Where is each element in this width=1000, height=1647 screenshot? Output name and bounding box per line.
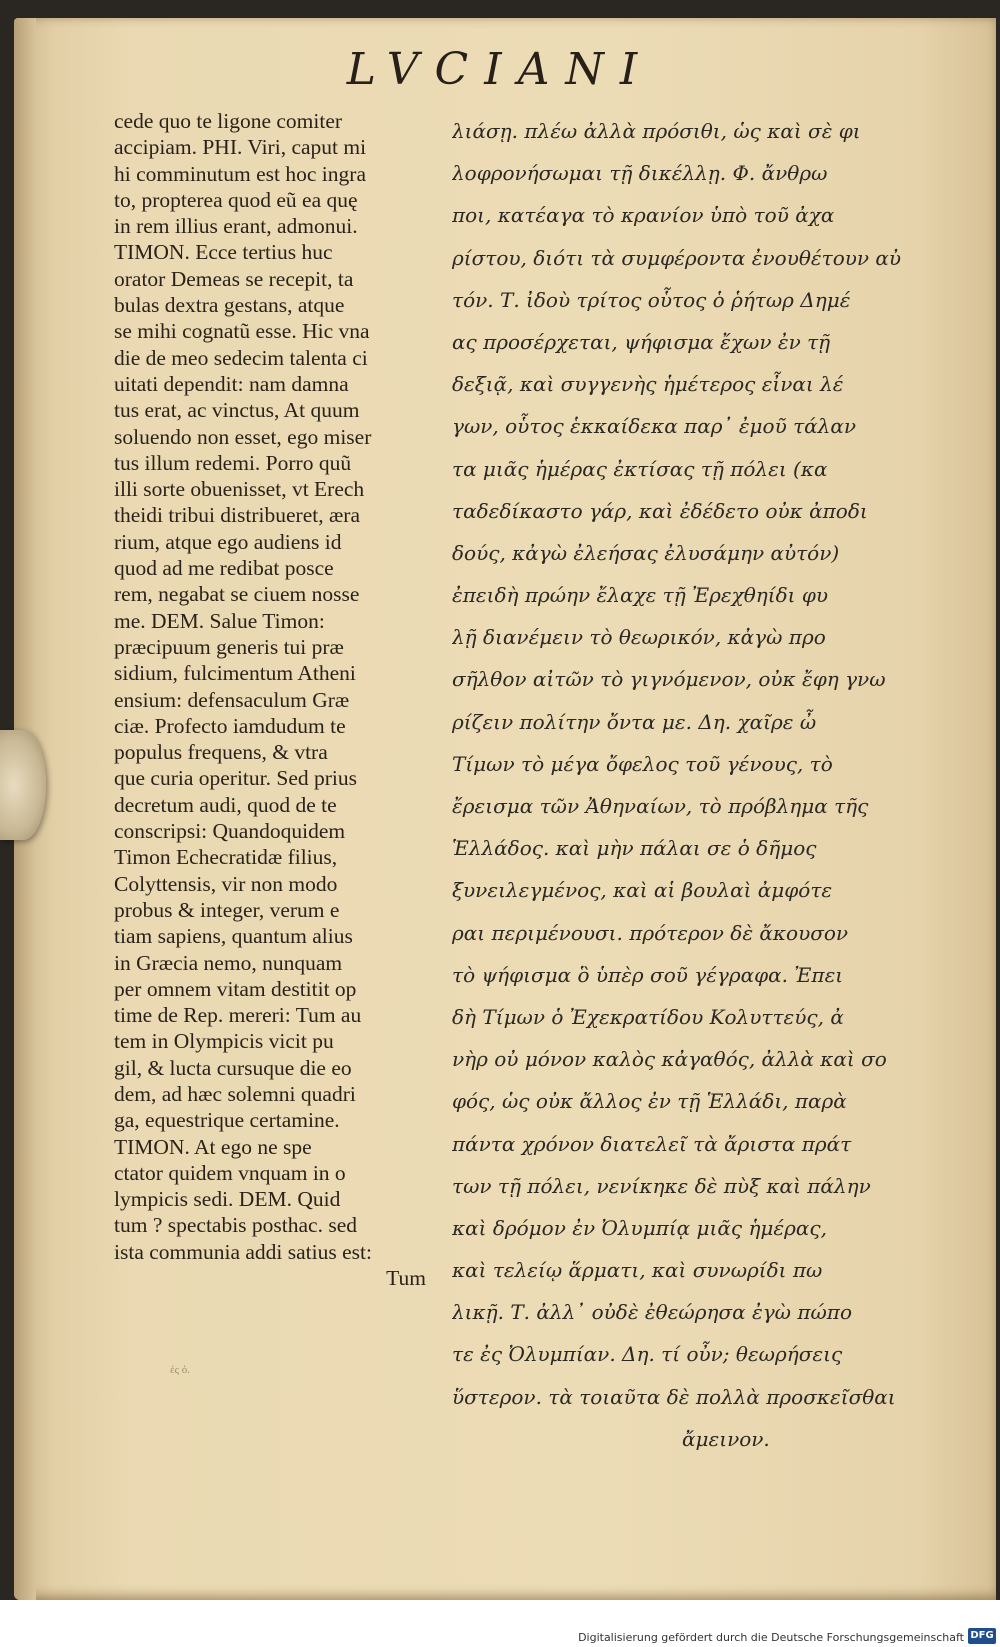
latin-line: ciæ. Profecto iamdudum te (114, 713, 346, 738)
latin-line: ga, equestrique certamine. (114, 1108, 340, 1133)
dfg-logo: DFG (968, 1628, 996, 1644)
latin-line: die de meo sedecim talenta ci (114, 345, 368, 370)
greek-line: ρίστου, διότι τὰ συμφέροντα ἐνουθέτουν αὐ (452, 245, 902, 270)
greek-line: δούς, κἀγὼ ἐλεήσας ἐλυσάμην αὐτόν) (452, 540, 840, 565)
latin-line: illi sorte obuenisset, vt Erech (114, 477, 365, 502)
greek-line: λιάσῃ. πλέω ἀλλὰ πρόσιθι, ὡς καὶ σὲ φι (452, 119, 861, 143)
greek-line: γων, οὗτος ἑκκαίδεκα παρ᾽ ἐμοῦ τάλαν (452, 414, 857, 439)
greek-line: λικῇ. Τ. ἀλλ᾽ οὐδὲ ἐθεώρησα ἐγὼ πώπο (452, 1300, 852, 1325)
latin-line: ctator quidem vnquam in o (114, 1160, 346, 1185)
latin-line: rem, negabat se ciuem nosse (114, 582, 360, 607)
greek-line: ποι, κατέαγα τὸ κρανίον ὑπὸ τοῦ ἀχα (452, 203, 835, 228)
latin-line: gil, & lucta cursuque die eo (114, 1055, 352, 1080)
latin-line: probus & integer, verum e (114, 897, 340, 922)
latin-line: ensium: defensaculum Græ (114, 687, 350, 712)
latin-line: accipiam. PHI. Viri, caput mi (114, 135, 367, 160)
latin-line: quod ad me redibat posce (114, 556, 334, 581)
latin-line: ista communia addi satius est: (114, 1239, 372, 1264)
greek-line: σῆλθον αἰτῶν τὸ γιγνόμενον, οὐκ ἔφη γνω (452, 667, 886, 692)
latin-line: rium, atque ego audiens id (114, 529, 342, 554)
latin-line: uitati dependit: nam damna (114, 371, 349, 396)
greek-line: δὴ Τίμων ὁ Ἐχεκρατίδου Κολυττεύς, ἀ (452, 1004, 844, 1029)
latin-line: orator Demeas se recepit, ta (114, 266, 354, 291)
latin-line: que curia operitur. Sed prius (114, 766, 358, 791)
greek-line: τὸ ψήφισμα ὃ ὑπὲρ σοῦ γέγραφα. Ἐπει (452, 962, 844, 987)
latin-line: tiam sapiens, quantum alius (114, 924, 353, 949)
latin-line: in Græcia nemo, nunquam (114, 950, 343, 975)
latin-line: time de Rep. mereri: Tum au (114, 1003, 362, 1028)
greek-line: λῇ διανέμειν τὸ θεωρικόν, κἀγὼ προ (452, 625, 826, 650)
latin-line: TIMON. Ecce tertius huc (114, 240, 333, 265)
latin-line: theidi tribui distribueret, æra (114, 503, 361, 528)
book-clasp (0, 730, 46, 840)
latin-line: conscripsi: Quandoquidem (114, 819, 346, 844)
latin-line: se mihi cognatũ esse. Hic vna (114, 319, 370, 344)
latin-line: per omnem vitam destitit op (114, 976, 357, 1001)
greek-line: τόν. Τ. ἰδοὺ τρίτος οὗτος ὁ ῥήτωρ Δημέ (452, 287, 851, 312)
latin-line: Timon Echecratidæ filius, (114, 845, 338, 870)
greek-line: ραι περιμένουσι. πρότερον δὲ ἄκουσον (452, 920, 849, 945)
greek-line: ας προσέρχεται, ψήφισμα ἔχων ἐν τῇ (452, 329, 831, 354)
catchword: Tum (386, 1266, 426, 1291)
greek-line: φός, ὡς οὐκ ἄλλος ἐν τῇ Ἑλλάδι, παρὰ (452, 1089, 847, 1114)
greek-last-line: ἄμεινον. (682, 1426, 770, 1451)
greek-line: ἐπειδὴ πρώην ἔλαχε τῇ Ἐρεχθηίδι φυ (452, 583, 829, 608)
faint-mark: ἐς ὁ. (170, 1364, 190, 1376)
latin-line: tus illum redemi. Porro quũ (114, 450, 352, 475)
latin-line: TIMON. At ego ne spe (114, 1134, 312, 1159)
latin-line: tem in Olympicis vicit pu (114, 1029, 334, 1054)
latin-line: populus frequens, & vtra (114, 740, 328, 765)
greek-line: των τῇ πόλει, νενίκηκε δὲ πὺξ καὶ πάλην (452, 1173, 871, 1198)
latin-line: lympicis sedi. DEM. Quid (114, 1187, 341, 1212)
greek-line: καὶ δρόμον ἐν Ὀλυμπίᾳ μιᾶς ἡμέρας, (452, 1215, 827, 1240)
latin-line: sidium, fulcimentum Atheni (114, 661, 356, 686)
running-head: LVCIANI (346, 44, 654, 95)
greek-line: ταδεδίκαστο γάρ, καὶ ἐδέδετο οὐκ ἀποδι (452, 498, 868, 523)
latin-line: dem, ad hæc solemni quadri (114, 1081, 356, 1106)
greek-line: καὶ τελείῳ ἅρματι, καὶ συνωρίδι πω (452, 1258, 823, 1283)
latin-line: to, propterea quod eũ ea quę (114, 187, 358, 212)
latin-line: soluendo non esset, ego miser (114, 424, 372, 449)
greek-line: τε ἐς Ὀλυμπίαν. Δη. τί οὖν; θεωρήσεις (452, 1342, 843, 1367)
greek-line: Ἑλλάδος. καὶ μὴν πάλαι σε ὁ δῆμος (452, 836, 817, 861)
greek-line: ξυνειλεγμένος, καὶ αἱ βουλαὶ ἀμφότε (452, 878, 833, 903)
latin-line: me. DEM. Salue Timon: (114, 608, 325, 633)
latin-column (114, 108, 432, 1291)
greek-column (452, 110, 907, 1460)
latin-line: cede quo te ligone comiter (114, 109, 343, 133)
latin-line: Colyttensis, vir non modo (114, 871, 338, 896)
latin-line: in rem illius erant, admonui. (114, 214, 358, 239)
greek-line: πάντα χρόνον διατελεῖ τὰ ἄριστα πράτ (452, 1131, 852, 1156)
greek-line: νὴρ οὐ μόνον καλὸς κἀγαθός, ἀλλὰ καὶ σο (452, 1047, 887, 1072)
latin-line: decretum audi, quod de te (114, 792, 337, 817)
greek-line: τα μιᾶς ἡμέρας ἐκτίσας τῇ πόλει (κα (452, 456, 828, 481)
greek-line: ἔρεισμα τῶν Ἀθηναίων, τὸ πρόβλημα τῆς (452, 794, 869, 818)
footer-bar (0, 1600, 1000, 1647)
latin-line: præcipuum generis tui præ (114, 634, 344, 659)
latin-line: tum ? spectabis posthac. sed (114, 1213, 358, 1238)
latin-line: hi comminutum est hoc ingra (114, 161, 366, 186)
greek-line: Τίμων τὸ μέγα ὄφελος τοῦ γένους, τὸ (452, 751, 833, 776)
greek-line: ὕστερον. τὰ τοιαῦτα δὲ πολλὰ προσκεῖσθαι (452, 1384, 896, 1409)
greek-line: ρίζειν πολίτην ὄντα με. Δη. χαῖρε ὦ (452, 709, 817, 734)
greek-line: λοφρονήσωμαι τῇ δικέλλῃ. Φ. ἄνθρω (452, 161, 828, 186)
latin-line: tus erat, ac vinctus, At quum (114, 398, 360, 423)
funding-credit: Digitalisierung gefördert durch die Deutsche Forschungsgemeinschaft (578, 1631, 964, 1644)
latin-line: bulas dextra gestans, atque (114, 293, 345, 318)
greek-line: δεξιᾷ, καὶ συγγενὴς ἡμέτερος εἶναι λέ (452, 372, 844, 397)
